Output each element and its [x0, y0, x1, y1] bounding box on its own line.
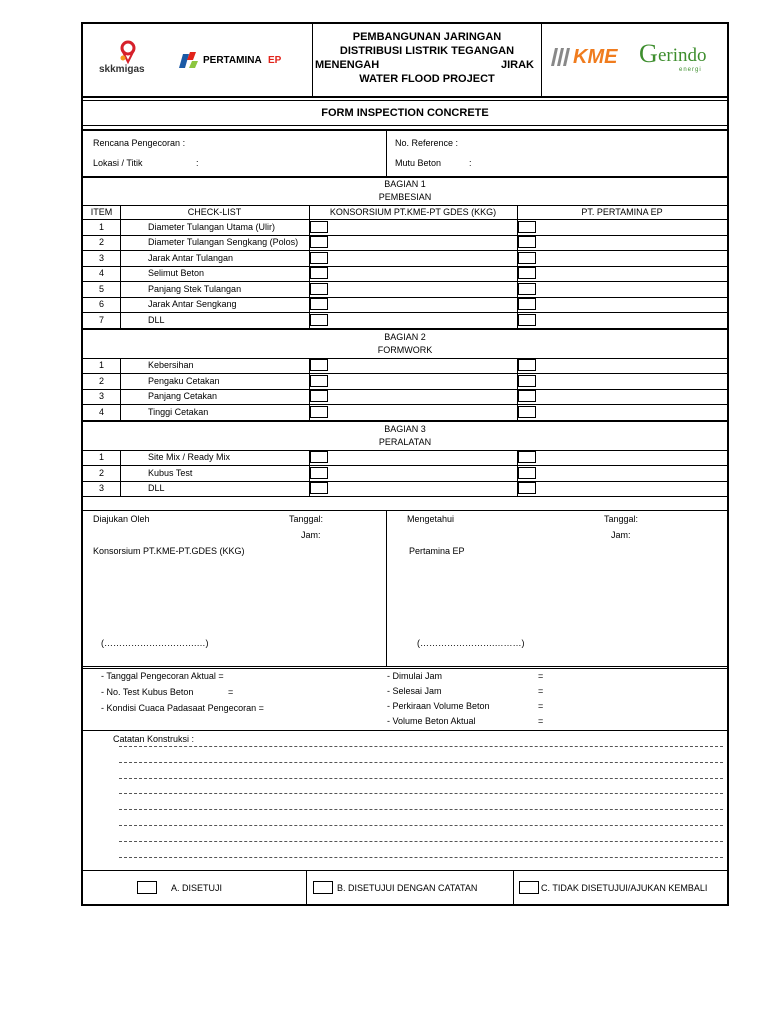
row-checklist-text: Jarak Antar Sengkang: [148, 299, 237, 309]
approval-c-label: C. TIDAK DISETUJUI/AJUKAN KEMBALI: [541, 883, 708, 893]
gerindo-energi-text: energi: [679, 67, 702, 73]
mutu-beton-colon: :: [469, 158, 472, 168]
catatan-konstruksi-label: Catatan Konstruksi :: [113, 734, 195, 744]
bagian3-name: PERALATAN: [378, 436, 432, 447]
pep-checkbox[interactable]: [518, 482, 536, 494]
row-number: 2: [98, 467, 104, 478]
approval-a-checkbox[interactable]: [137, 881, 157, 894]
gerindo-g-icon: G: [639, 39, 658, 68]
actual-right-eq: =: [538, 716, 544, 726]
row-checklist-text: Panjang Stek Tulangan: [148, 283, 242, 294]
approval-a-label: A. DISETUJI: [171, 883, 223, 893]
row-number: 1: [98, 360, 104, 370]
table-row: [83, 312, 727, 328]
actual-right-label: - Perkiraan Volume Beton: [387, 701, 490, 711]
row-number: 2: [98, 375, 104, 386]
pep-checkbox[interactable]: [518, 236, 536, 248]
row-checklist-text: Selimut Beton: [148, 268, 205, 278]
row-number: 6: [98, 299, 104, 309]
reference-label: No. Reference :: [395, 138, 459, 148]
row-checklist-text: Tinggi Cetakan: [148, 406, 209, 417]
diajukan-oleh-label: Diajukan Oleh: [93, 514, 150, 524]
catatan-line[interactable]: [119, 746, 723, 747]
kkg-checkbox[interactable]: [310, 390, 328, 402]
row-checklist-text: Pengaku Cetakan: [148, 375, 220, 386]
lokasi-colon: :: [196, 158, 199, 168]
catatan-line[interactable]: [119, 825, 723, 826]
pep-checkbox[interactable]: [518, 406, 536, 418]
signature-dots-right: (…………………….………): [417, 638, 525, 648]
actual-right-label: - Volume Beton Aktual: [387, 716, 476, 726]
inspection-form: [81, 22, 729, 906]
actual-right-label: - Selesai Jam: [387, 686, 442, 696]
pep-checkbox[interactable]: [518, 267, 536, 279]
actual-right-eq: =: [538, 701, 544, 711]
row-number: 4: [98, 268, 104, 278]
catatan-line[interactable]: [119, 841, 723, 842]
row-checklist-text: Site Mix / Ready Mix: [148, 452, 231, 462]
bagian3-label: BAGIAN 3: [384, 423, 426, 434]
pep-checkbox[interactable]: [518, 359, 536, 371]
rencana-pengecoran-label: Rencana Pengecoran :: [93, 138, 186, 148]
row-checklist-text: Panjang Cetakan: [148, 391, 218, 401]
row-checklist-text: Diameter Tulangan Utama (Ulir): [148, 221, 276, 232]
row-number: 3: [98, 252, 104, 263]
actual-right-eq: =: [538, 671, 544, 681]
catatan-line[interactable]: [119, 793, 723, 794]
project-title-line4: WATER FLOOD PROJECT: [359, 73, 495, 85]
pep-checkbox[interactable]: [518, 221, 536, 233]
gerindo-logo: [639, 38, 729, 78]
catatan-line[interactable]: [119, 778, 723, 779]
actual-left-label: - No. Test Kubus Beton: [101, 687, 194, 697]
lokasi-label: Lokasi / Titik: [93, 158, 143, 168]
kme-text: KME: [573, 46, 618, 68]
approval-c-checkbox[interactable]: [519, 881, 539, 894]
actual-right-label: - Dimulai Jam: [387, 671, 443, 681]
kkg-checkbox[interactable]: [310, 359, 328, 371]
row-number: 3: [98, 391, 104, 401]
project-title-line2: DISTRIBUSI LISTRIK TEGANGAN: [339, 45, 515, 57]
catatan-line[interactable]: [119, 809, 723, 810]
pertamina-ep-text: EP: [268, 55, 282, 66]
row-number: 5: [98, 283, 104, 294]
approval-b-label: B. DISETUJUI DENGAN CATATAN: [337, 883, 478, 893]
row-checklist-text: Kebersihan: [148, 360, 194, 370]
pertamina-ep-logo: [179, 50, 309, 72]
column-pep-header: PT. PERTAMINA EP: [581, 207, 663, 217]
pep-checkbox[interactable]: [518, 252, 536, 264]
row-number: 2: [98, 237, 104, 247]
kkg-checkbox[interactable]: [310, 406, 328, 418]
gerindo-text: erindo: [658, 45, 707, 66]
row-number: 3: [98, 483, 104, 493]
row-checklist-text: Jarak Antar Tulangan: [148, 252, 234, 263]
project-title-line3b: JIRAK: [501, 59, 535, 71]
tanggal-left-label: Tanggal:: [289, 514, 324, 524]
pep-checkbox[interactable]: [518, 390, 536, 402]
actual-left-label: - Kondisi Cuaca Padasaat Pengecoran =: [101, 703, 264, 713]
pep-checkbox[interactable]: [518, 375, 536, 387]
table-row: [83, 481, 727, 497]
signature-dots-left: (………………………….…): [101, 638, 209, 648]
column-checklist-header: CHECK-LIST: [187, 207, 242, 217]
konsorsium-signer: Konsorsium PT.KME-PT.GDES (KKG): [93, 546, 245, 556]
column-kkg-header: KONSORSIUM PT.KME-PT GDES (KKG): [329, 207, 497, 217]
actual-left-label: - Tanggal Pengecoran Aktual =: [101, 671, 224, 681]
pertamina-signer: Pertamina EP: [409, 546, 465, 556]
form-title: FORM INSPECTION CONCRETE: [321, 107, 489, 119]
project-title-line1: PEMBANGUNAN JARINGAN: [352, 31, 502, 43]
kkg-checkbox[interactable]: [310, 267, 328, 279]
kkg-checkbox[interactable]: [310, 236, 328, 248]
pertamina-text: PERTAMINA: [203, 55, 262, 66]
pep-checkbox[interactable]: [518, 298, 536, 310]
kkg-checkbox[interactable]: [310, 283, 328, 295]
kkg-checkbox[interactable]: [310, 375, 328, 387]
row-number: 4: [98, 406, 104, 417]
kkg-checkbox[interactable]: [310, 467, 328, 479]
pep-checkbox[interactable]: [518, 451, 536, 463]
pep-checkbox[interactable]: [518, 283, 536, 295]
skk-migas-logo: [95, 38, 165, 78]
bagian1-label: BAGIAN 1: [384, 179, 426, 189]
row-checklist-text: Kubus Test: [148, 467, 193, 478]
kkg-checkbox[interactable]: [310, 482, 328, 494]
kkg-checkbox[interactable]: [310, 252, 328, 264]
jam-right-label: Jam:: [611, 530, 631, 540]
kkg-checkbox[interactable]: [310, 298, 328, 310]
kkg-checkbox[interactable]: [310, 221, 328, 233]
bagian1-name: PEMBESIAN: [378, 192, 432, 202]
row-checklist-text: Diameter Tulangan Sengkang (Polos): [148, 237, 299, 247]
mutu-beton-label: Mutu Beton: [395, 158, 442, 168]
row-number: 1: [98, 452, 104, 462]
row-number: 1: [98, 221, 104, 232]
skk-migas-text: skkmigas: [99, 64, 145, 75]
catatan-line[interactable]: [119, 762, 723, 763]
jam-left-label: Jam:: [301, 530, 321, 540]
row-number: 7: [98, 314, 104, 325]
kkg-checkbox[interactable]: [310, 314, 328, 326]
mengetahui-label: Mengetahui: [407, 514, 455, 524]
pep-checkbox[interactable]: [518, 314, 536, 326]
catatan-line[interactable]: [119, 857, 723, 858]
project-title-line3a: MENENGAH: [315, 59, 380, 71]
actual-left-eq: =: [228, 687, 234, 697]
tanggal-right-label: Tanggal:: [604, 514, 639, 524]
pertamina-icon: [179, 50, 199, 70]
bagian2-label: BAGIAN 2: [384, 331, 426, 342]
kme-logo: [549, 42, 639, 72]
actual-right-eq: =: [538, 686, 544, 696]
row-checklist-text: DLL: [148, 314, 165, 325]
kkg-checkbox[interactable]: [310, 451, 328, 463]
approval-b-checkbox[interactable]: [313, 881, 333, 894]
column-item-header: ITEM: [90, 207, 113, 217]
row-checklist-text: DLL: [148, 483, 165, 493]
pep-checkbox[interactable]: [518, 467, 536, 479]
bagian2-name: FORMWORK: [377, 344, 433, 355]
